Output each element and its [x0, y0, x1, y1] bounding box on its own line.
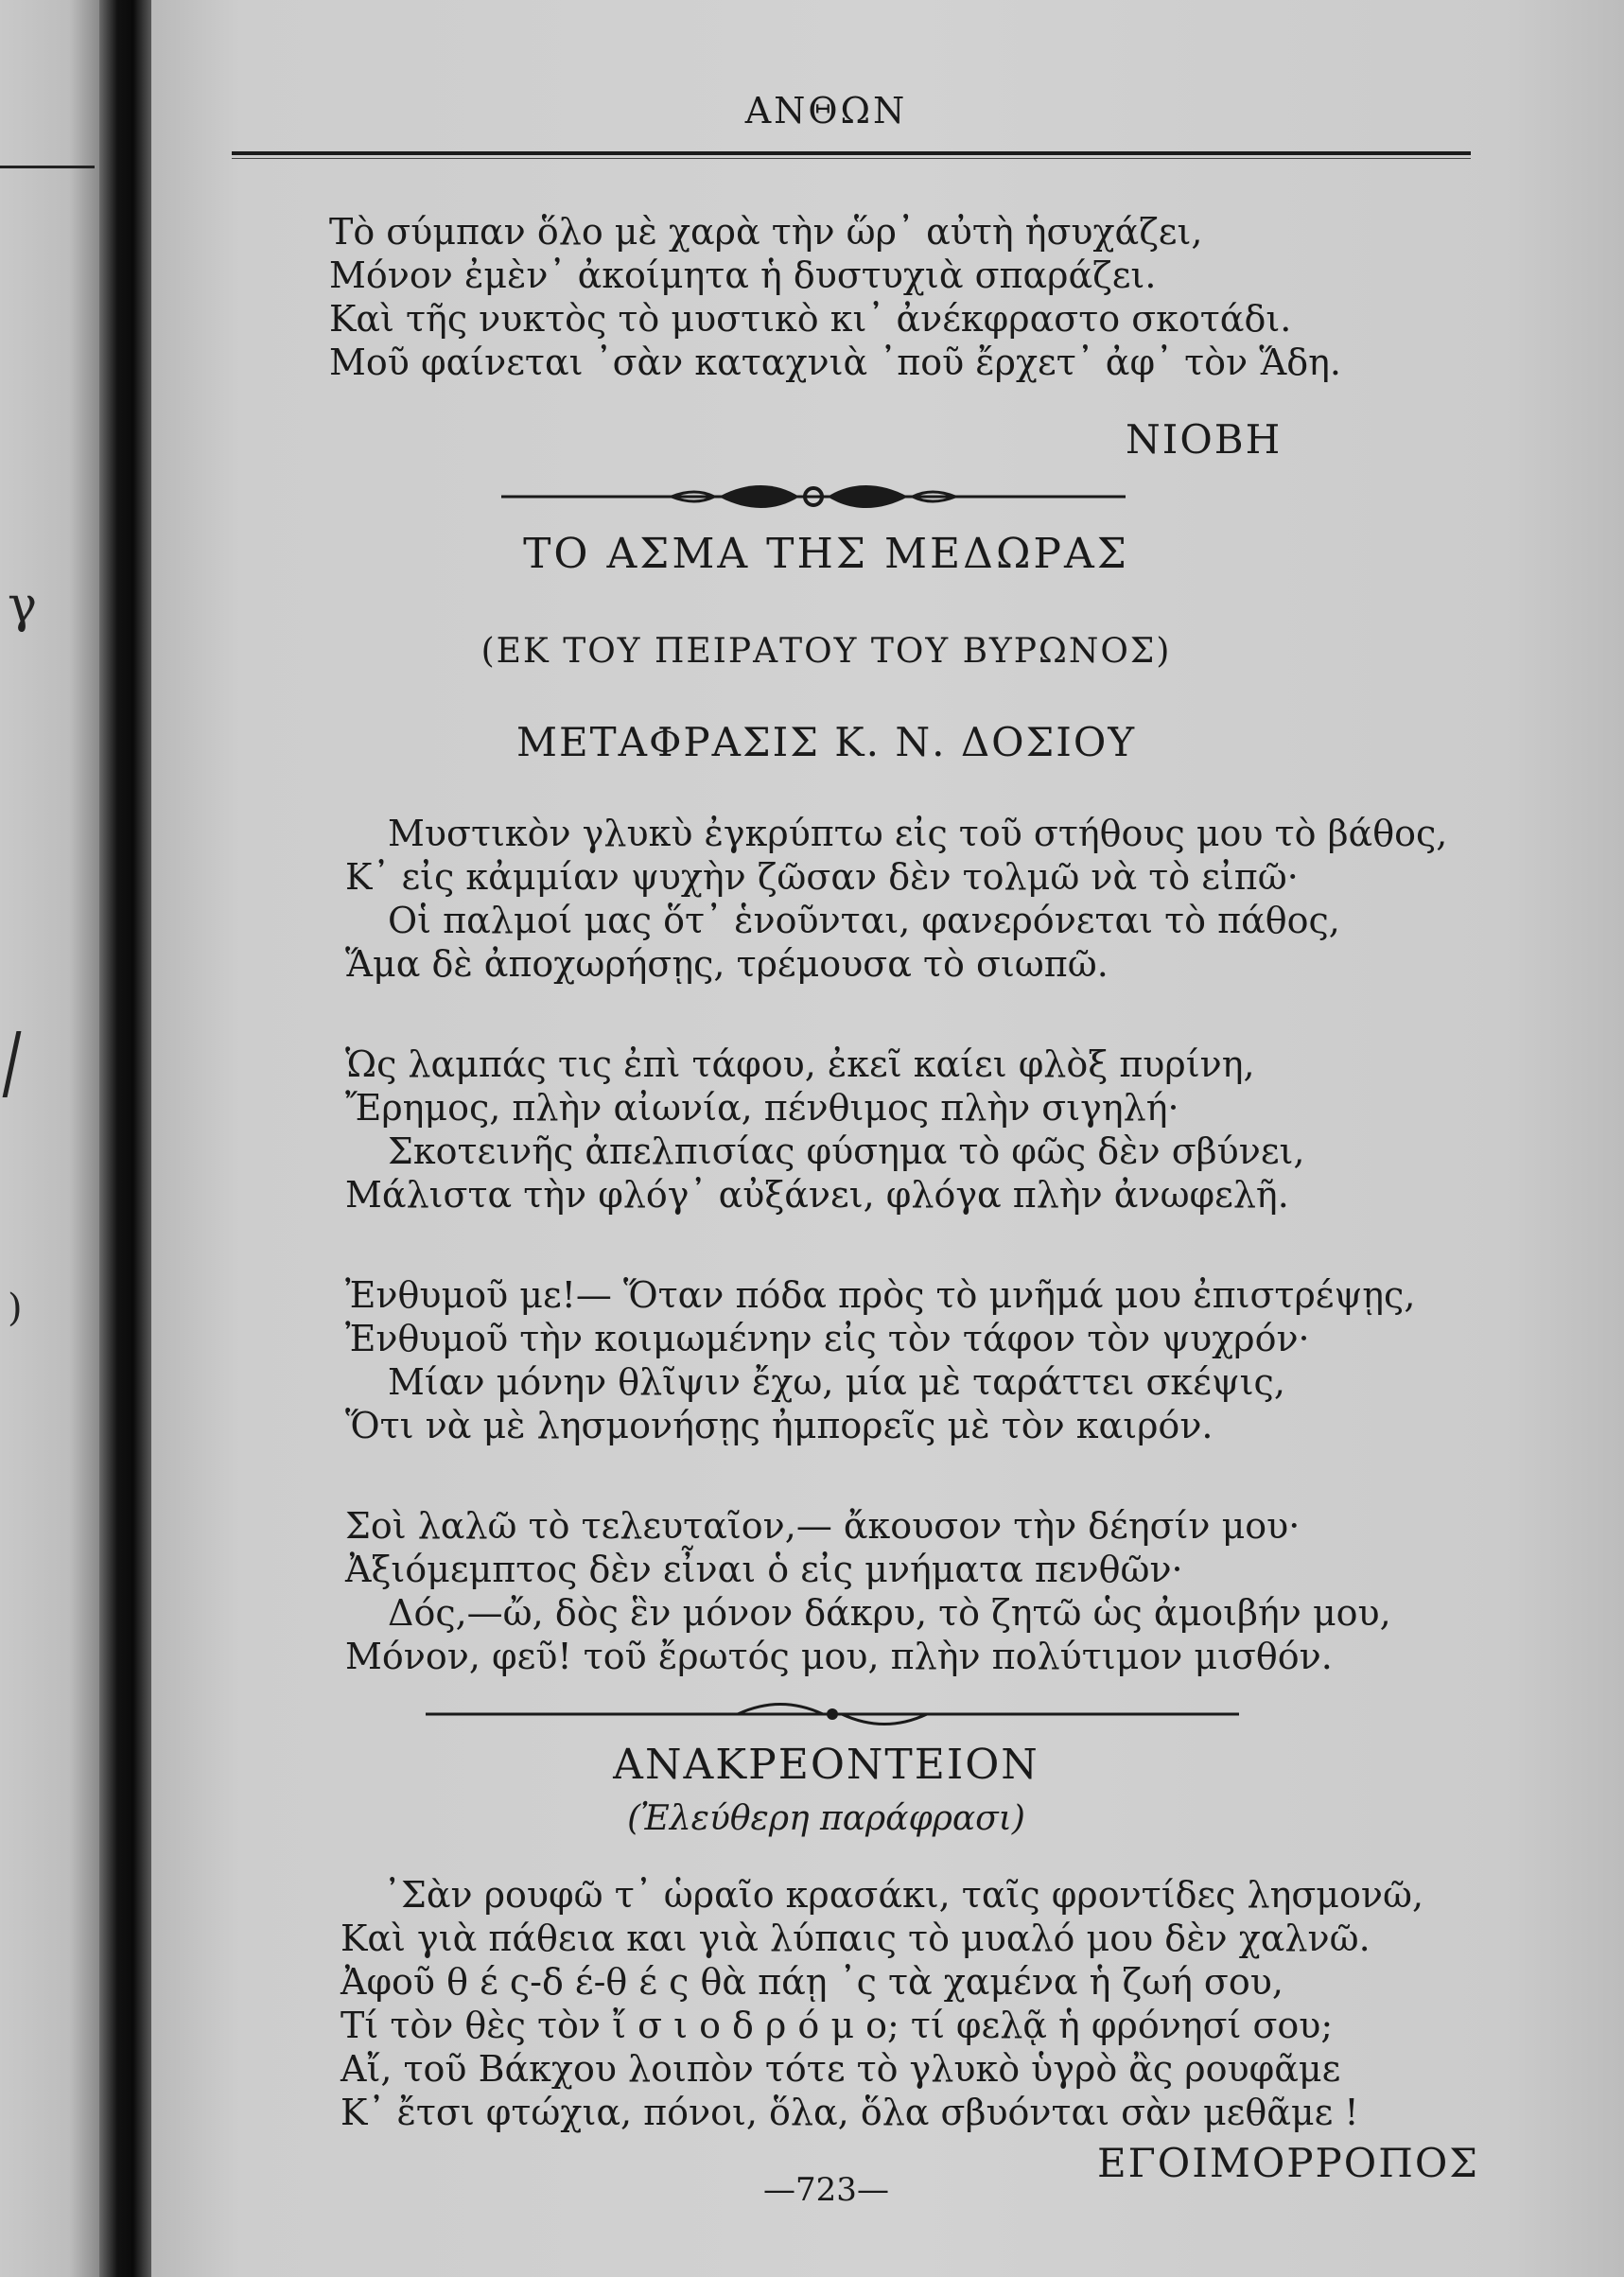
book-binding-gutter [99, 0, 151, 2277]
stanza-1 [345, 812, 1447, 986]
stanza-4 [345, 1504, 1391, 1678]
verse-line: Ὡς λαμπάς τις ἐπὶ τάφου, ἐκεῖ καίει φλὸξ πυρίνη, [345, 1043, 1255, 1085]
stanza-3 [345, 1273, 1415, 1447]
verse-line: Τί τὸν θὲς τὸν ἴ σ ι ο δ ρ ό μ ο; τί φελᾷ ἡ φρόνησί σου; [341, 2005, 1334, 2046]
verse-line: Μίαν μόνην θλῖψιν ἔχω, μία μὲ ταράττει σκέψις, [388, 1361, 1285, 1403]
translator-credit: ΜΕΤΑΦΡΑΣΙΣ Κ. Ν. ΔΟΣΙΟΥ [515, 719, 1137, 765]
verse-line: Μάλιστα τὴν φλόγ᾽ αὐξάνει, φλόγα πλὴν ἀνωφελῆ. [345, 1174, 1289, 1216]
poem-subtitle-medora: (ΕΚ ΤΟΥ ΠΕΙΡΑΤΟΥ ΤΟΥ ΒΥΡΩΝΟΣ) [480, 632, 1172, 671]
verse-line: Ἔρημος, πλὴν αἰωνία, πένθιμος πλὴν σιγηλή· [345, 1087, 1179, 1129]
verse-line: Ἅμα δὲ ἀποχωρήσῃς, τρέμουσα τὸ σιωπῶ. [345, 943, 1109, 985]
verse-line: Ἀφοῦ θ έ ς-δ έ-θ έ ς θὰ πάῃ ᾽ς τὰ χαμένα ἡ ζωή σου, [341, 1961, 1283, 2003]
stanza-2 [345, 1042, 1304, 1217]
verse-line: Τὸ σύμπαν ὅλο μὲ χαρὰ τὴν ὥρ᾽ αὐτὴ ἡσυχάζει, [329, 211, 1203, 253]
poem-subtitle-anacreontic: (Ἐλεύθερη παράφρασι) [627, 1799, 1025, 1838]
ornamental-divider [501, 478, 1126, 516]
verse-line: Ἀξιόμεμπτος δὲν εἶναι ὁ εἰς μνήματα πενθῶν· [345, 1549, 1183, 1590]
verse-line: Καὶ γιὰ πάθεια και γιὰ λύπαις τὸ μυαλό μου δὲν χαλνῶ. [341, 1918, 1371, 1959]
ornamental-divider [426, 1693, 1239, 1731]
running-header: ΑΝΘΩΝ [744, 90, 908, 131]
signature-anacreontic: ΕΓΟΙΜΟΡΡΟΠΟΣ [1097, 2140, 1479, 2186]
verse-line: Ὅτι νὰ μὲ λησμονήσῃς ἠμπορεῖς μὲ τὸν καιρόν. [345, 1405, 1214, 1446]
verse-line: Μοῦ φαίνεται ᾽σὰν καταχνιὰ ᾽ποῦ ἔρχετ᾽ ἀφ᾽ τὸν Ἅδη. [329, 342, 1341, 383]
verse-line: Σκοτεινῆς ἀπελπισίας φύσημα τὸ φῶς δὲν σβύνει, [388, 1130, 1305, 1172]
verse-line: Δός,—ὤ, δὸς ἓν μόνον δάκρυ, τὸ ζητῶ ὡς ἀμοιβήν μου, [388, 1592, 1391, 1634]
header-rule [232, 151, 1471, 155]
book-page [151, 0, 1624, 2277]
verse-line: ᾽Σὰν ρουφῶ τ᾽ ὡραῖο κρασάκι, ταῖς φροντίδες λησμονῶ, [383, 1874, 1424, 1916]
poem-niobe [329, 210, 1341, 384]
previous-page-bracket: ) [8, 1287, 23, 1330]
signature-niobe: ΝΙΟΒΗ [1126, 416, 1283, 463]
previous-page-glyph: γ [8, 577, 38, 634]
verse-line: Σοὶ λαλῶ τὸ τελευταῖον,— ἄκουσον τὴν δέησίν μου· [345, 1505, 1301, 1547]
verse-line: Μόνον ἐμὲν᾽ ἀκοίμητα ἡ δυστυχιὰ σπαράζει. [329, 254, 1157, 296]
poem-title-anacreontic: ΑΝΑΚΡΕΟΝΤΕΙΟΝ [613, 1741, 1039, 1789]
poem-anacreontic [341, 1873, 1423, 2134]
previous-page-rule [0, 166, 95, 168]
verse-line: Ἐνθυμοῦ με!— Ὅταν πόδα πρὸς τὸ μνῆμά μου ἐπιστρέψῃς, [345, 1274, 1416, 1316]
poem-title-medora: ΤΟ ΑΣΜΑ ΤΗΣ ΜΕΔΩΡΑΣ [523, 530, 1129, 578]
previous-page-mark [3, 1031, 22, 1097]
verse-line: Οἱ παλμοί μας ὅτ᾽ ἑνοῦνται, φανερόνεται τὸ πάθος, [388, 900, 1340, 941]
header-rule-thin [232, 158, 1471, 159]
verse-line: Κ᾽ ἔτσι φτώχια, πόνοι, ὅλα, ὅλα σβυόνται σὰν μεθᾶμε ! [341, 2092, 1359, 2133]
verse-line: Μόνον, φεῦ! τοῦ ἔρωτός μου, πλὴν πολύτιμον μισθόν. [345, 1636, 1333, 1677]
verse-line: Κ᾽ εἰς κἀμμίαν ψυχὴν ζῶσαν δὲν τολμῶ νὰ τὸ εἰπῶ· [345, 856, 1299, 898]
page-number: —723— [763, 2171, 889, 2209]
verse-line: Καὶ τῆς νυκτὸς τὸ μυστικὸ κι᾽ ἀνέκφραστο σκοτάδι. [329, 298, 1292, 340]
verse-line: Μυστικὸν γλυκὺ ἐγκρύπτω εἰς τοῦ στήθους μου τὸ βάθος, [388, 813, 1448, 854]
previous-page-edge [0, 0, 99, 2277]
verse-line: Αἴ, τοῦ Βάκχου λοιπὸν τότε τὸ γλυκὸ ὑγρὸ ἂς ρουφᾶμε [341, 2048, 1341, 2090]
verse-line: Ἐνθυμοῦ τὴν κοιμωμένην εἰς τὸν τάφον τὸν ψυχρόν· [345, 1318, 1310, 1359]
